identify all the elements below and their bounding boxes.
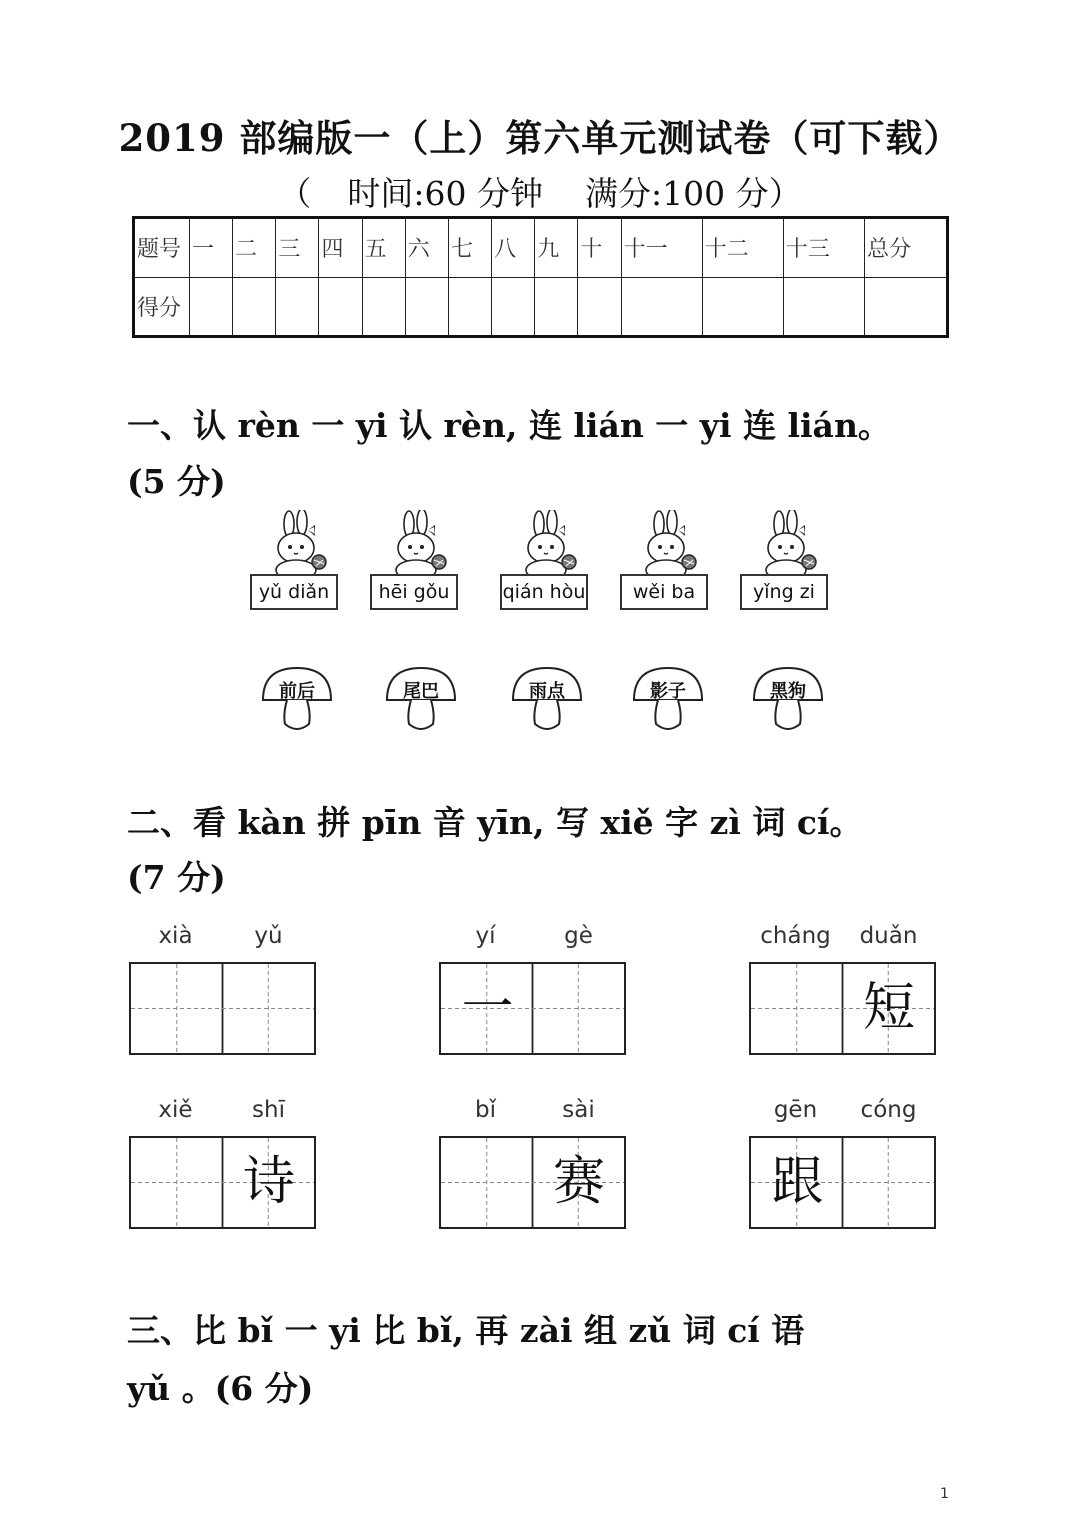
- mushroom-label: 雨点: [529, 681, 565, 702]
- table-cell: 一: [190, 218, 233, 278]
- character-writing-box[interactable]: [749, 962, 936, 1055]
- pinyin-card[interactable]: qián hòu: [500, 574, 588, 610]
- score-input-cell[interactable]: [702, 277, 783, 337]
- blank-character-cell[interactable]: [131, 964, 224, 1053]
- score-input-cell[interactable]: [190, 277, 233, 337]
- table-cell: 八: [492, 218, 535, 278]
- section2-score: (7 分): [127, 858, 226, 897]
- pinyin-label: xiě: [158, 1097, 193, 1123]
- table-cell: 二: [233, 218, 276, 278]
- character-writing-box[interactable]: [749, 1136, 936, 1229]
- mushroom-label: 尾巴: [403, 681, 439, 702]
- character-writing-box[interactable]: [439, 962, 626, 1055]
- character-writing-box[interactable]: [129, 1136, 316, 1229]
- pinyin-card[interactable]: hēi gǒu: [370, 574, 458, 610]
- section2-heading: 二、看 kàn 拼 pīn 音 yīn, 写 xiě 字 zì 词 cí。: [127, 803, 863, 842]
- pinyin-label: duǎn: [859, 923, 918, 949]
- blank-character-cell[interactable]: [843, 1138, 936, 1227]
- given-character: 诗: [242, 1152, 295, 1212]
- table-cell: 三: [276, 218, 319, 278]
- score-input-cell[interactable]: [864, 277, 947, 337]
- pinyin-label: cháng: [760, 923, 831, 949]
- score-table-header-row: [134, 218, 948, 278]
- pinyin-label: bǐ: [475, 1097, 496, 1123]
- mushroom-label: 前后: [279, 681, 315, 702]
- score-input-cell[interactable]: [405, 277, 448, 337]
- table-cell: 十一: [621, 218, 702, 278]
- table-cell: 得分: [134, 277, 190, 337]
- score-input-cell[interactable]: [362, 277, 405, 337]
- page-subtitle: [0, 168, 1080, 215]
- blank-character-cell[interactable]: [751, 964, 844, 1053]
- score-input-cell[interactable]: [621, 277, 702, 337]
- mushroom-label: 影子: [650, 681, 686, 702]
- table-cell: 七: [448, 218, 491, 278]
- given-character: 跟: [771, 1152, 824, 1212]
- table-cell: 五: [362, 218, 405, 278]
- rabbit-illustration: [256, 510, 346, 584]
- subtitle-full-score: 满分:100 分）: [585, 174, 802, 213]
- rabbit-illustration: [376, 510, 466, 584]
- table-cell: 六: [405, 218, 448, 278]
- subtitle-open: （: [278, 174, 312, 213]
- section1-score: (5 分): [127, 462, 226, 501]
- given-character: 赛: [552, 1152, 605, 1212]
- given-character: 短: [862, 978, 915, 1038]
- score-input-cell[interactable]: [276, 277, 319, 337]
- pinyin-label: gè: [564, 923, 593, 949]
- pinyin-label: shī: [252, 1097, 285, 1123]
- score-input-cell[interactable]: [783, 277, 864, 337]
- pinyin-label: yǔ: [254, 923, 283, 949]
- rabbit-illustration: [746, 510, 836, 584]
- table-cell: 九: [535, 218, 578, 278]
- section1-heading: 一、认 rèn 一 yi 认 rèn, 连 lián 一 yi 连 lián。: [127, 406, 891, 445]
- character-writing-box[interactable]: [129, 962, 316, 1055]
- blank-character-cell[interactable]: [441, 1138, 534, 1227]
- blank-character-cell[interactable]: [131, 1138, 224, 1227]
- score-input-cell[interactable]: [578, 277, 621, 337]
- pinyin-card[interactable]: wěi ba: [620, 574, 708, 610]
- table-cell: 题号: [134, 218, 190, 278]
- table-cell: 总分: [864, 218, 947, 278]
- pinyin-label: gēn: [773, 1097, 818, 1123]
- rabbit-illustration: [506, 510, 596, 584]
- given-character: 一: [461, 978, 514, 1038]
- pinyin-label: yí: [475, 923, 496, 949]
- score-input-cell[interactable]: [535, 277, 578, 337]
- table-cell: 十: [578, 218, 621, 278]
- table-cell: 十二: [702, 218, 783, 278]
- character-writing-box[interactable]: [439, 1136, 626, 1229]
- score-table: [132, 216, 949, 338]
- mushroom-label: 黑狗: [770, 681, 806, 702]
- section3-heading-continued: yǔ 。(6 分): [127, 1369, 314, 1408]
- blank-character-cell[interactable]: [223, 964, 316, 1053]
- rabbit-illustration: [626, 510, 716, 584]
- pinyin-card[interactable]: yǐng zi: [740, 574, 828, 610]
- score-input-cell[interactable]: [492, 277, 535, 337]
- page-number: 1: [940, 1486, 949, 1502]
- score-input-cell[interactable]: [233, 277, 276, 337]
- section3-heading: 三、比 bǐ 一 yi 比 bǐ, 再 zài 组 zǔ 词 cí 语: [127, 1311, 805, 1350]
- blank-character-cell[interactable]: [533, 964, 626, 1053]
- score-table-score-row: [134, 277, 948, 337]
- pinyin-label: sài: [562, 1097, 595, 1123]
- table-cell: 四: [319, 218, 362, 278]
- subtitle-time: 时间:60 分钟: [347, 174, 543, 213]
- table-cell: 十三: [783, 218, 864, 278]
- pinyin-card[interactable]: yǔ diǎn: [250, 574, 338, 610]
- score-input-cell[interactable]: [448, 277, 491, 337]
- page-title: 2019 部编版一（上）第六单元测试卷（可下载）: [118, 116, 962, 160]
- score-input-cell[interactable]: [319, 277, 362, 337]
- pinyin-label: xià: [158, 923, 193, 949]
- pinyin-label: cóng: [860, 1097, 917, 1123]
